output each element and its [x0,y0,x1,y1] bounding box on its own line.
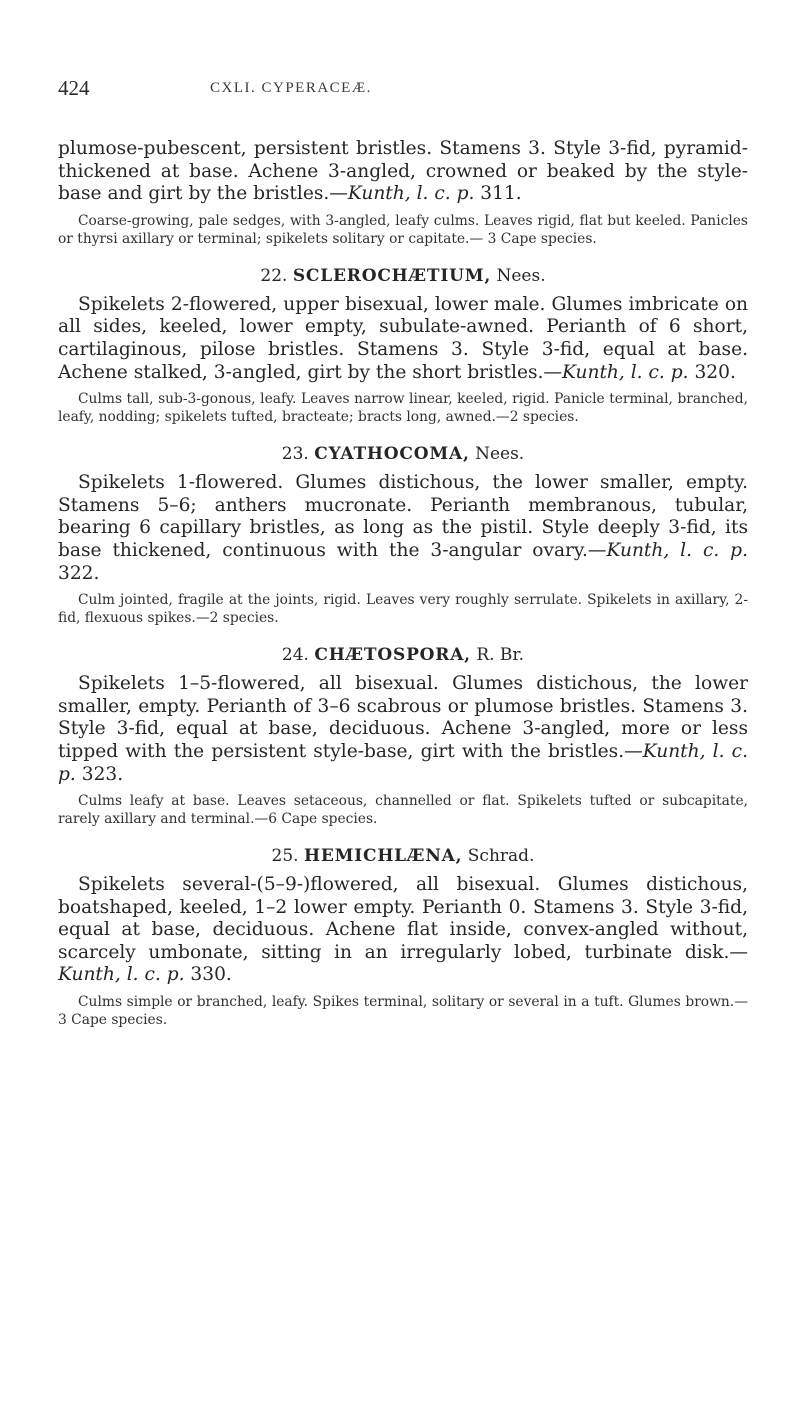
intro-note: Coarse-growing, pale sedges, with 3-angled, leafy culms. Leaves rigid, flat but keeled. Panicles or thyrsi axillary or terminal; spikelets solitary or capitate.— 3 Cape species. [58,212,748,247]
intro-description: plumose-pubescent, persistent bristles. Stamens 3. Style 3-fid, pyramid-thickened at base. Achene 3-angled, crowned or beaked by the style-base and girt by the bristles.—Kunth, l. c. p. 311. [58,138,748,205]
genus-note: Culms simple or branched, leafy. Spikes terminal, solitary or several in a tuft. Glumes brown.—3 Cape species. [58,994,748,1029]
genus-number: 23. [281,444,309,465]
genus-name: CYATHOCOMA, [314,444,470,465]
intro-continuation [58,138,748,248]
genus-sclerochaetium [58,266,748,426]
genus-author: Nees. [496,265,546,286]
genus-description: Spikelets 1-flowered. Glumes distichous, the lower smaller, empty. Stamens 5–6; anthers mucronate. Perianth membranous, tubular, bearing 6 capillary bristles, as long as the pistil. Style deeply 3-fid, its base thickened, continuous with the 3-angular ovary.—Kunth, l. c. p. 322. [58,472,748,584]
genus-number: 25. [271,846,299,867]
genus-description: Spikelets 1–5-flowered, all bisexual. Glumes distichous, the lower smaller, empty. Perianth of 3–6 scabrous or plumose bristles. Stamens 3. Style 3-fid, equal at base, deciduous. Achene 3-angled, more or less tipped with the persistent style-base, girt with the bristles.—Kunth, l. c. p. 323. [58,673,748,785]
running-head: CXLI. CYPERACEÆ. [210,80,372,96]
page-number: 424 [58,76,90,100]
genus-note: Culms tall, sub-3-gonous, leafy. Leaves narrow linear, keeled, rigid. Panicle terminal, branched, leafy, nodding; spikelets tufted, bracteate; bracts long, awned.—2 species. [58,391,748,426]
genus-name: CHÆTOSPORA, [314,645,471,666]
genus-citation: Kunth, l. c. p. [606,539,748,561]
genus-hemichlaena [58,846,748,1029]
genus-author: R. Br. [476,645,525,666]
genus-citation: Kunth, l. c. p. [58,740,748,785]
genus-number: 22. [260,265,288,286]
genus-citation: Kunth, l. c. p. [562,361,689,383]
genus-heading [58,266,748,286]
genus-name: HEMICHLÆNA, [304,846,463,867]
genus-heading [58,444,748,464]
genus-note: Culms leafy at base. Leaves setaceous, channelled or flat. Spikelets tufted or subcapitate, rarely axillary and terminal.—6 Cape species. [58,793,748,828]
genus-name: SCLEROCHÆTIUM, [292,265,492,286]
genus-note: Culm jointed, fragile at the joints, rigid. Leaves very roughly serrulate. Spikelets in axillary, 2-fid, flexuous spikes.—2 species. [58,592,748,627]
genus-description: Spikelets several-(5–9-)flowered, all bisexual. Glumes distichous, boatshaped, keeled, 1–2 lower empty. Perianth 0. Stamens 3. Style 3-fid, equal at base, deciduous. Achene flat inside, convex-angled without, scarcely umbonate, sitting in an irregularly lobed, turbinate disk.—Kunth, l. c. p. 330. [58,874,748,986]
genus-citation: Kunth, l. c. p. [58,964,185,986]
genus-author: Schrad. [467,846,535,867]
page-body [58,138,748,1029]
genus-cyathocoma [58,444,748,627]
intro-citation: Kunth, l. c. p. [347,183,475,205]
genus-description: Spikelets 2-flowered, upper bisexual, lower male. Glumes imbricate on all sides, keeled, lower empty, subulate-awned. Perianth of 6 short, cartilaginous, pilose bristles. Stamens 3. Style 3-fid, equal at base. Achene stalked, 3-angled, girt by the short bristles.—Kunth, l. c. p. 320. [58,293,748,383]
page-header [58,76,748,106]
genus-number: 24. [281,645,309,666]
genus-heading [58,846,748,866]
genus-author: Nees. [475,444,525,465]
genus-heading [58,645,748,665]
genus-chaetospora [58,645,748,828]
